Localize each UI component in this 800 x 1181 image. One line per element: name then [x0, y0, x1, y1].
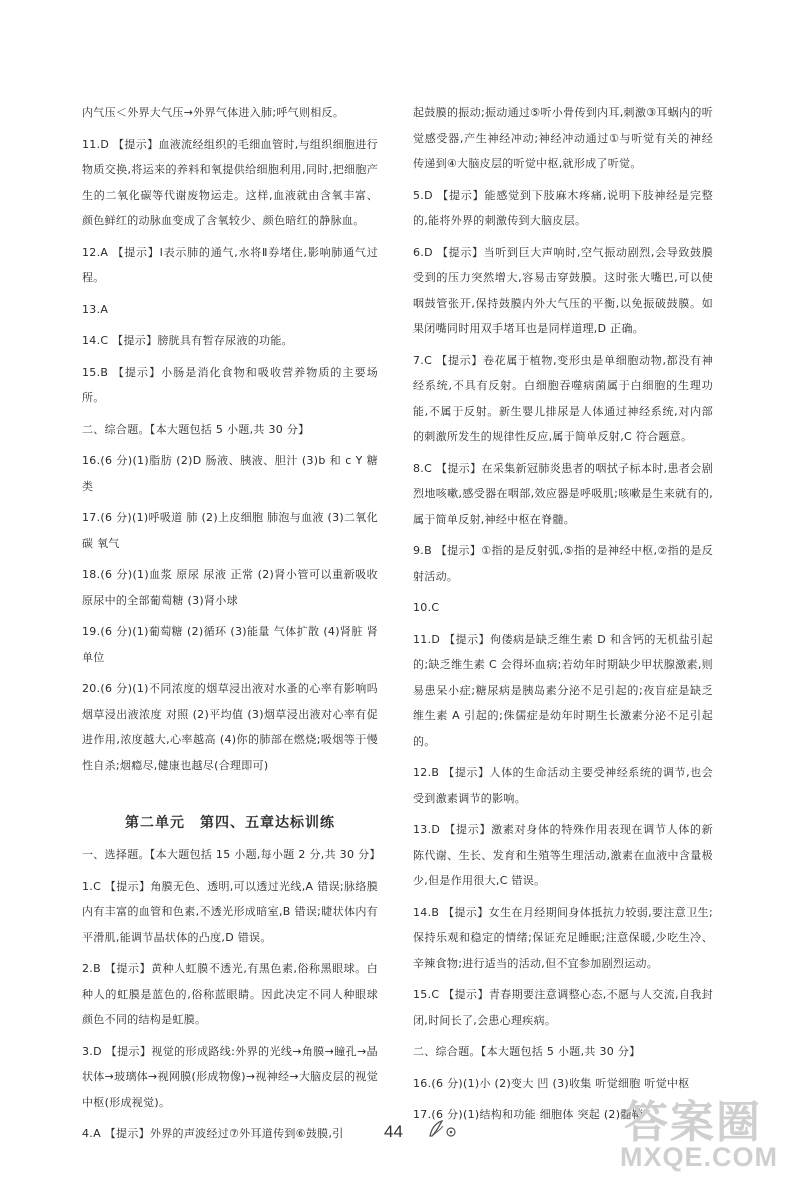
answer-paragraph: 12.B 【提示】人体的生命活动主要受神经系统的调节,也会受到激素调节的影响。 [413, 766, 713, 805]
answer-paragraph: 5.D 【提示】能感觉到下肢麻木疼痛,说明下肢神经是完整的,能将外界的刺激传到大脑皮层。 [413, 188, 713, 227]
right-column [413, 100, 713, 1134]
answer-paragraph: 19.(6 分)(1)葡萄糖 (2)循环 (3)能量 气体扩散 (4)肾脏 肾单位 [82, 625, 378, 664]
section-heading: 二、综合题。【本大题包括 5 小题,共 30 分】 [413, 1045, 641, 1058]
leaf-ornament-icon [426, 1118, 460, 1140]
watermark [594, 1084, 790, 1176]
answer-paragraph: 17.(6 分)(1)呼吸道 肺 (2)上皮细胞 肺泡与血液 (3)二氧化碳 氧气 [82, 511, 378, 550]
answer-paragraph: 16.(6 分)(1)脂肪 (2)D 肠液、胰液、胆汁 (3)b 和 c Y 糖类 [82, 454, 378, 493]
answer-paragraph: 13.D 【提示】激素对身体的特殊作用表现在调节人体的新陈代谢、生长、发育和生殖等生理活动,激素在血液中含量极少,但是作用很大,C 错误。 [413, 823, 713, 887]
answer-paragraph: 8.C 【提示】在采集新冠肺炎患者的咽拭子标本时,患者会剧烈地咳嗽,感受器在咽部,效应器是呼吸肌;咳嗽是生来就有的,属于简单反射,神经中枢在脊髓。 [413, 461, 713, 526]
left-column [82, 100, 381, 1153]
answer-paragraph: 4.A 【提示】外界的声波经过⑦外耳道传到⑥鼓膜,引 [82, 1127, 344, 1140]
answer-paragraph: 15.C 【提示】青春期要注意调整心态,不愿与人交流,自我封闭,时间长了,会患心理疾病。 [413, 988, 713, 1027]
answer-paragraph: 15.B 【提示】小肠是消化食物和吸收营养物质的主要场所。 [82, 365, 378, 404]
watermark-url: MXQE.COM [620, 1142, 779, 1172]
answer-paragraph: 2.B 【提示】黄种人虹膜不透光,有黑色素,俗称黑眼球。白种人的虹膜是蓝色的,俗称蓝眼睛。因此决定不同人种眼球颜色不同的结构是虹膜。 [82, 962, 378, 1026]
answer-paragraph: 12.A 【提示】Ⅰ表示肺的通气,水将Ⅱ券堵住,影响肺通气过程。 [82, 245, 378, 284]
answer-paragraph: 11.D 【提示】佝偻病是缺乏维生素 D 和含钙的无机盐引起的;缺乏维生素 C 会得坏血病;若幼年时期缺少甲状腺激素,则易患呆小症;糖尿病是胰岛素分泌不足引起的;夜盲症是缺乏维生素 A 引起的;侏儒症是幼年时期生长激素分泌不足引起的。 [413, 632, 713, 748]
answer-paragraph: 20.(6 分)(1)不同浓度的烟草浸出液对水蚤的心率有影响吗 烟草浸出液浓度 对照 (2)平均值 (3)烟草浸出液对心率有促进作用,浓度越大,心率越高 (4)你的肺部在燃烧;吸烟等于慢性自杀;烟瘾尽,健康也越尽(合理即可) [82, 682, 378, 772]
answer-paragraph: 内气压＜外界大气压→外界气体进入肺;呼气则相反。 [82, 106, 345, 119]
section-heading: 一、选择题。【本大题包括 15 小题,每小题 2 分,共 30 分】 [82, 848, 381, 861]
answer-paragraph: 7.C 【提示】卷花属于植物,变形虫是单细胞动物,都没有神经系统,不具有反射。白细胞吞噬病菌属于白细胞的生理功能,不属于反射。新生婴儿排尿是人体通过神经系统,对内部的刺激所发生的规律性反应,属于简单反射,C 符合题意。 [413, 353, 713, 443]
answer-paragraph: 起鼓膜的振动;振动通过⑤听小骨传到内耳,刺激③耳蜗内的听觉感受器,产生神经冲动;神经冲动通过①与听觉有关的神经传递到④大脑皮层的听觉中枢,就形成了听觉。 [413, 106, 713, 170]
answer-paragraph: 9.B 【提示】①指的是反射弧,⑤指的是神经中枢,②指的是反射活动。 [413, 544, 713, 583]
unit-title: 第二单元 第四、五章达标训练 [125, 815, 335, 831]
answer-paragraph: 11.D 【提示】血液流经组织的毛细血管时,与组织细胞进行物质交换,将运来的养料和氧提供给细胞利用,同时,把细胞产生的二氧化碳等代谢废物运走。这样,血液就由含氧丰富、颜色鲜红的动脉血变成了含氧较少、颜色暗红的静脉血。 [82, 137, 378, 227]
answer-paragraph: 10.C [413, 601, 440, 614]
answer-paragraph: 6.D 【提示】当听到巨大声响时,空气振动剧烈,会导致鼓膜受到的压力突然增大,容易击穿鼓膜。这时张大嘴巴,可以使咽鼓管张开,保持鼓膜内外大气压的平衡,以免振破鼓膜。如果闭嘴同时用双手堵耳也是同样道理,D 正确。 [413, 245, 713, 335]
answer-paragraph: 13.A [82, 302, 109, 316]
section-heading: 二、综合题。【本大题包括 5 小题,共 30 分】 [82, 422, 310, 436]
answer-paragraph: 3.D 【提示】视觉的形成路线:外界的光线→角膜→瞳孔→晶状体→玻璃体→视网膜(形成物像)→视神经→大脑皮层的视觉中枢(形成视觉)。 [82, 1044, 378, 1109]
watermark-text: 答案圈 [624, 1097, 762, 1148]
answer-paragraph: 1.C 【提示】角膜无色、透明,可以透过光线,A 错误;脉络膜内有丰富的血管和色素,不透光形成暗室,B 错误;睫状体内有平滑肌,能调节晶状体的凸度,D 错误。 [82, 879, 378, 944]
answer-paragraph: 17.(6 分)(1)结构和功能 细胞体 突起 (2)髓鞘 [413, 1108, 643, 1121]
answer-paragraph: 18.(6 分)(1)血浆 原尿 尿液 正常 (2)肾小管可以重新吸收原尿中的全部葡萄糖 (3)肾小球 [82, 568, 378, 607]
page-number: 44 [384, 1122, 403, 1141]
answer-paragraph: 14.C 【提示】膀胱具有暂存尿液的功能。 [82, 334, 293, 347]
answer-paragraph: 16.(6 分)(1)小 (2)变大 凹 (3)收集 听觉细胞 听觉中枢 [413, 1076, 690, 1090]
answer-paragraph: 14.B 【提示】女生在月经期间身体抵抗力较弱,要注意卫生;保持乐观和稳定的情绪;保证充足睡眠;注意保暖,少吃生冷、辛辣食物;进行适当的活动,但不宜参加剧烈运动。 [413, 905, 713, 970]
